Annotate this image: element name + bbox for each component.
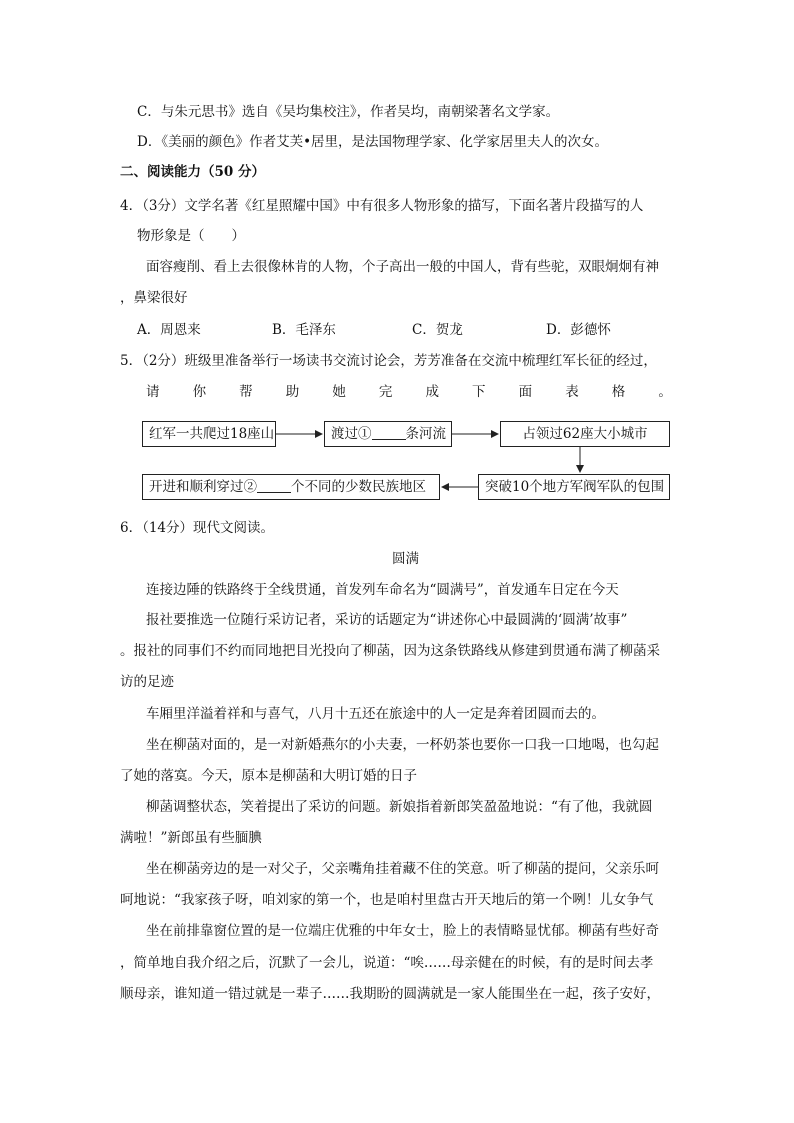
spread-char: 她 bbox=[332, 384, 346, 400]
flow-box-ethnic-post: 个不同的少数民族地区 bbox=[291, 479, 426, 495]
q4-option-c: C．贺龙 bbox=[412, 322, 463, 338]
flow-box-rivers-pre: 渡过① bbox=[331, 426, 372, 442]
option-d: D．《美丽的颜色》作者艾芙•居里，是法国物理学家、化学家居里夫人的次女。 bbox=[137, 134, 609, 150]
spread-char: 你 bbox=[192, 384, 207, 400]
q5-stem: 5．（2分）班级里准备举行一场读书交流讨论会，芳芳准备在交流中梳理红军长征的经过， bbox=[120, 353, 657, 369]
paragraph-5-cont: 满啦！”新郎虽有些腼腆 bbox=[120, 830, 262, 846]
spread-char: 下 bbox=[472, 384, 486, 400]
section-heading: 二、阅读能力（50 分） bbox=[120, 164, 265, 180]
paragraph-3: 车厢里洋溢着祥和与喜气，八月十五还在旅途中的人一定是奔着团圆而去的。 bbox=[146, 706, 605, 722]
spread-char: 。 bbox=[658, 384, 672, 400]
flow-box-ethnic-pre: 开进和顺利穿过② bbox=[149, 479, 257, 495]
spread-char: 面 bbox=[518, 384, 533, 400]
paragraph-1: 连接边陲的铁路终于全线贯通，首发列车命名为“圆满号”，首发通车日定在今天 bbox=[146, 582, 619, 598]
q4-option-b: B．毛泽东 bbox=[272, 322, 336, 338]
paragraph-5: 柳菡调整状态，笑着提出了采访的问题。新娘指着新郎笑盈盈地说：“有了他，我就圆 bbox=[146, 799, 653, 815]
spread-char: 完 bbox=[378, 384, 393, 400]
spread-char: 成 bbox=[425, 384, 439, 400]
spread-char: 格 bbox=[611, 384, 626, 400]
flow-box-cities: 占领过62座大小城市 bbox=[500, 421, 670, 447]
paragraph-7: 坐在前排靠窗位置的是一位端庄优雅的中年女士，脸上的表情略显忧郁。柳菡有些好奇 bbox=[146, 923, 659, 939]
spread-char: 表 bbox=[565, 384, 579, 400]
q4-passage: 面容瘦削、看上去很像林肯的人物，个子高出一般的中国人，背有些驼，双眼炯炯有神 bbox=[146, 259, 659, 275]
q4-option-a: A．周恩来 bbox=[137, 322, 201, 338]
q4-option-d: D．彭德怀 bbox=[546, 322, 611, 338]
spread-char: 助 bbox=[285, 384, 300, 400]
paragraph-7-cont: ，简单地自我介绍之后，沉默了一会儿，说道：“唉……母亲健在的时候，有的是时间去孝 bbox=[120, 955, 654, 971]
paragraph-2-cont: 。报社的同事们不约而同地把目光投向了柳菡，因为这条铁路线从修建到贯通布满了柳菡采 bbox=[120, 643, 660, 659]
q4-passage-cont: ，鼻梁很好 bbox=[120, 290, 188, 306]
paragraph-2: 报社要推选一位随行采访记者，采访的话题定为“讲述你心中最圆满的‘圆满’故事” bbox=[146, 612, 628, 628]
q6-stem: 6．（14分）现代文阅读。 bbox=[120, 520, 275, 536]
paragraph-7-cont: 顺母亲，谁知道一错过就是一辈子……我期盼的圆满就是一家人能围坐在一起，孩子安好， bbox=[120, 986, 660, 1002]
q4-stem-cont: 物形象是（ ） bbox=[137, 228, 245, 244]
spread-char: 帮 bbox=[239, 384, 253, 400]
paragraph-6: 坐在柳菡旁边的是一对父子，父亲嘴角挂着藏不住的笑意。听了柳菡的提问，父亲乐呵 bbox=[146, 861, 659, 877]
flow-box-mountains: 红军一共爬过18座山 bbox=[142, 421, 276, 447]
spread-char: 请 bbox=[146, 384, 160, 400]
paragraph-6-cont: 呵地说：“我家孩子呀，咱刘家的第一个，也是咱村里盘古开天地后的第一个咧！儿女争气 bbox=[120, 892, 654, 908]
q4-stem: 4．（3分）文学名著《红星照耀中国》中有很多人物形象的描写，下面名著片段描写的人 bbox=[120, 198, 644, 214]
flow-box-warlords: 突破10个地方军阀军队的包围 bbox=[478, 474, 670, 500]
paragraph-4: 坐在柳菡对面的，是一对新婚燕尔的小夫妻，一杯奶茶也要你一口我一口地喝，也勾起 bbox=[146, 737, 659, 753]
option-c: C．与朱元思书》选自《吴均集校注》，作者吴均，南朝梁著名文学家。 bbox=[137, 104, 560, 120]
flow-arrows bbox=[0, 0, 794, 520]
story-title: 圆满 bbox=[392, 551, 419, 567]
paragraph-4-cont: 了她的落寞。今天，原本是柳菡和大明订婚的日子 bbox=[120, 768, 417, 784]
flow-box-rivers-post: 条河流 bbox=[405, 426, 446, 442]
paragraph-2-cont: 访的足迹 bbox=[120, 674, 174, 690]
